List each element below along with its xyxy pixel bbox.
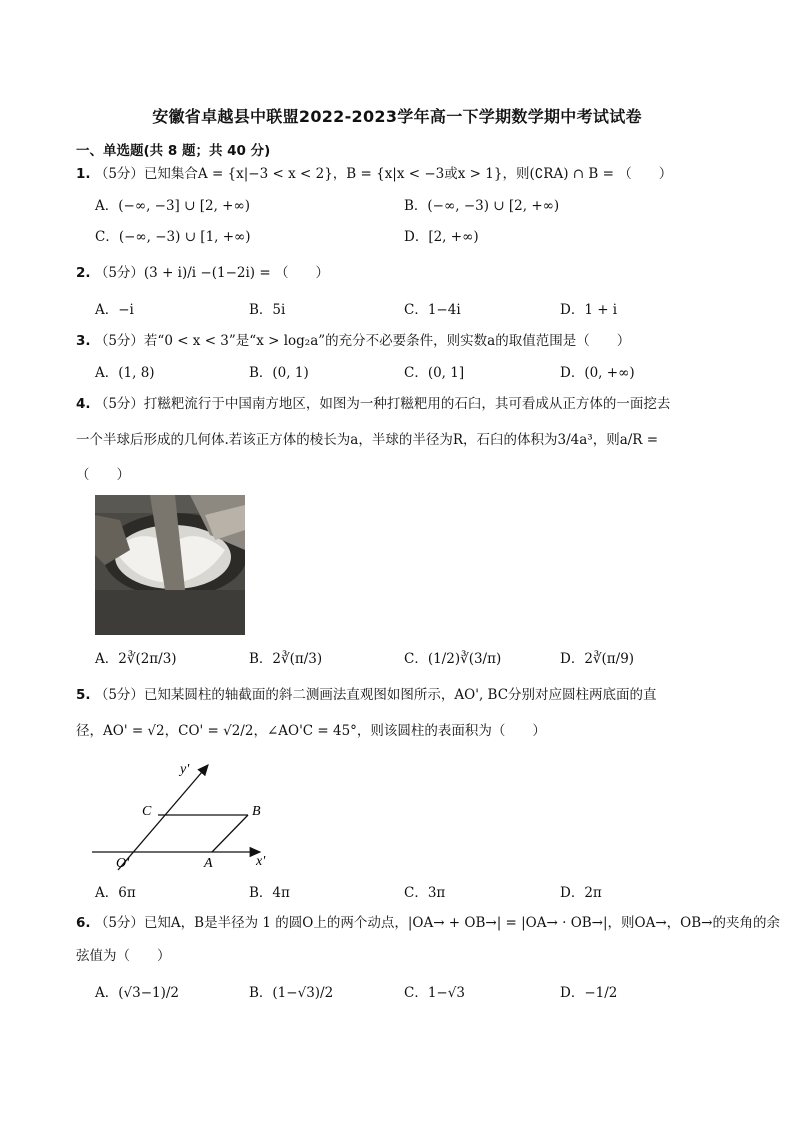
question-4-line3: （ ）: [76, 467, 130, 483]
label-a: A: [204, 856, 213, 871]
oblique-projection-figure: [90, 755, 280, 875]
q2-option-c[interactable]: C．1−4i: [404, 302, 461, 318]
question-number: 5.: [76, 687, 91, 703]
q6-option-a[interactable]: A．(√3−1)/2: [95, 985, 180, 1001]
q6-option-b[interactable]: B．(1−√3)/2: [249, 985, 334, 1001]
q6-option-d[interactable]: D．−1/2: [560, 985, 618, 1001]
q6-option-c[interactable]: C．1−√3: [404, 985, 465, 1001]
question-number: 4.: [76, 396, 91, 412]
question-1: [76, 164, 672, 184]
question-number: 6.: [76, 915, 91, 931]
question-text: （5分）已知集合A = {x|−3 < x < 2}，B = {x|x < −3或x > 1}，则(∁RA) ∩ B = （ ）: [94, 166, 673, 182]
q4-option-c[interactable]: C．(1/2)∛(3/π): [404, 651, 502, 667]
stone-mortar-illustration: [95, 495, 245, 635]
question-text-line1: （5分）已知某圆柱的轴截面的斜二测画法直观图如图所示，AO', BC分别对应圆柱两底面的直: [94, 687, 657, 703]
question-6: [76, 913, 780, 933]
q3-option-b[interactable]: B．(0, 1): [249, 365, 309, 381]
question-number: 3.: [76, 333, 91, 349]
q4-option-d[interactable]: D．2∛(π/9): [560, 651, 635, 667]
label-c: C: [142, 804, 152, 819]
question-2: [76, 263, 329, 283]
question-number: 2.: [76, 265, 91, 281]
question-number: 1.: [76, 166, 91, 182]
question-4: [76, 394, 670, 414]
q1-option-b[interactable]: B．(−∞, −3) ∪ [2, +∞): [404, 198, 560, 214]
figure-svg: [90, 755, 280, 875]
section-heading: 一、单选题(共 8 题；共 40 分): [76, 143, 271, 159]
question-text-line1: （5分）打糍粑流行于中国南方地区，如图为一种打糍粑用的石臼，其可看成从正方体的一面挖去: [94, 396, 671, 412]
q5-option-a[interactable]: A．6π: [95, 885, 136, 901]
question-text: （5分）(3 + i)/i −(1−2i) = （ ）: [94, 265, 329, 281]
q4-option-b[interactable]: B．2∛(π/3): [249, 651, 323, 667]
q2-option-b[interactable]: B．5i: [249, 302, 286, 318]
question-text: （5分）若“0 < x < 3”是“x > log₂a”的充分不必要条件，则实数a的取值范围是（ ）: [94, 333, 631, 349]
y-axis: [118, 765, 208, 870]
q1-option-a[interactable]: A．(−∞, −3] ∪ [2, +∞): [95, 198, 250, 214]
label-o: O': [116, 856, 130, 871]
question-4-line2: 一个半球后形成的几何体.若该正方体的棱长为a，半球的半径为R，石臼的体积为3/4a³，则a/R =: [76, 432, 659, 448]
q2-option-a[interactable]: A．−i: [95, 302, 134, 318]
label-y: y': [180, 762, 190, 777]
q4-option-a[interactable]: A．2∛(2π/3): [95, 651, 177, 667]
stone-mortar-photo: [95, 495, 245, 635]
q5-option-d[interactable]: D．2π: [560, 885, 602, 901]
q1-option-d[interactable]: D．[2, +∞): [404, 229, 479, 245]
q3-option-a[interactable]: A．(1, 8): [95, 365, 155, 381]
question-5-line2: 径，AO' = √2，CO' = √2/2，∠AO'C = 45°，则该圆柱的表面积为（ ）: [76, 723, 546, 739]
question-6-line2: 弦值为（ ）: [76, 948, 171, 964]
q1-option-c[interactable]: C．(−∞, −3) ∪ [1, +∞): [95, 229, 251, 245]
question-text-line1: （5分）已知A，B是半径为 1 的圆O上的两个动点，|OA→ + OB→| = |OA→ · OB→|，则OA→，OB→的夹角的余: [94, 915, 780, 931]
q5-option-b[interactable]: B．4π: [249, 885, 290, 901]
page-title: 安徽省卓越县中联盟2022-2023学年高一下学期数学期中考试试卷: [152, 107, 642, 126]
q3-option-d[interactable]: D．(0, +∞): [560, 365, 635, 381]
q2-option-d[interactable]: D．1 + i: [560, 302, 618, 318]
question-3: [76, 331, 630, 351]
segment-ba: [212, 815, 248, 852]
question-5: [76, 685, 657, 705]
q3-option-c[interactable]: C．(0, 1]: [404, 365, 465, 381]
q5-option-c[interactable]: C．3π: [404, 885, 446, 901]
label-b: B: [252, 804, 261, 819]
label-x: x': [256, 854, 266, 869]
